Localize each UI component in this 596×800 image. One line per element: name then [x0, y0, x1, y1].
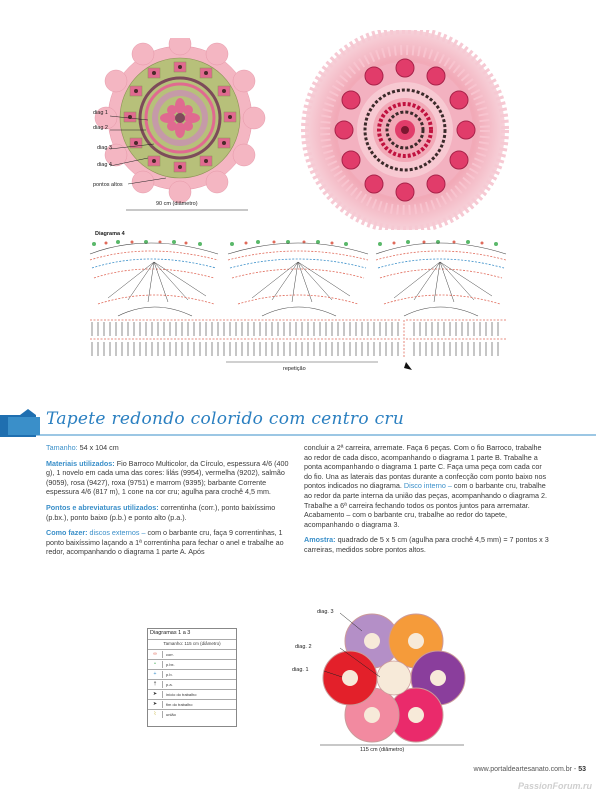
end-arrow-icon: ➤	[152, 701, 158, 707]
legend-text: corr.	[162, 651, 174, 658]
materials-text: Fio Barroco Multicolor, da Círculo, espessura 4/6 (400 g), 1 novelo em cada uma das cores: lilás (9954), vermelha (9202), salmão (9059), rosa (9427), roxa (9751) e marrom (9395); barbante Corrente espessura 4/6 (817 m), 1 cone na cor cru; agulha para crochê 4,5 mm.	[46, 458, 289, 497]
col2-sub: Disco interno –	[403, 481, 452, 491]
legend-text: p.a.	[162, 681, 173, 688]
diag1-label: diag 1	[93, 110, 108, 116]
slip-stitch-icon: •	[154, 661, 156, 667]
points-text: correntinha (corr.), ponto baixíssimo (p.bx.), ponto baixo (p.b.) e ponto alto (p.a.).	[46, 502, 276, 522]
rug-photo	[298, 30, 512, 230]
legend-text: início do trabalho	[162, 691, 196, 698]
diag2-label: diag 2	[93, 125, 108, 131]
legend-row	[148, 709, 236, 719]
how-text: com o barbante cru, faça 9 correntinhas, 1 ponto baixíssimo laçando a 1ª correntinha para fechar o anel e trabalhe ao redor, acompanhando o diagrama 1 parte A. Após	[46, 528, 284, 557]
col2-text2: com o barbante cru, trabalhe ao redor da parte interna da união das peças, acompanhando o diagrama 2. Trabalhe a 6ª carreira fechando todos os pontos juntos para arrematar. Acabamento – com o barbante cru, trabalhe ao redor do tapete, acompanhando o diagrama 3.	[304, 481, 547, 529]
left-column	[46, 443, 291, 563]
legend-text: fim do trabalho	[162, 701, 192, 708]
materials-label: Materiais utilizados:	[46, 458, 115, 468]
watermark: PassionForum.ru	[517, 781, 592, 791]
legend-row	[148, 689, 236, 699]
points-label: Pontos e abreviaturas utilizados:	[46, 502, 159, 512]
diagram4-stitch-chart	[88, 238, 508, 378]
start-arrow-icon: ➤	[152, 691, 158, 697]
flower-diag2-label: diag. 2	[295, 644, 312, 650]
legend-row	[148, 659, 236, 669]
diag3-label: diag 3	[97, 145, 112, 151]
legend-box	[147, 628, 237, 727]
legend-row	[148, 679, 236, 689]
flower-diag1-label: diag. 1	[292, 667, 309, 673]
legend-row	[148, 669, 236, 679]
col2-text1: concluir a 2ª carreira, arremate. Faça 6 peças. Com o fio Barroco, trabalhe ao redor de cada disco, acompanhando o diagrama 1 parte B. Trabalhe a ponta acompanhando o diagrama 1 parte C. Faça uma peça com cada cor do fio. Una as laterais das pontas durante a confecção com ponto baixo nos pontos indicados no diagrama.	[304, 443, 547, 491]
sample-text: quadrado de 5 x 5 cm (agulha para crochê 4,5 mm) = 7 pontos x 3 carreiras, medidos sobre pontos altos.	[304, 535, 549, 554]
size-value: 54 x 104 cm	[79, 443, 119, 452]
legend-size: Tamanho: 115 cm (diâmetro)	[148, 639, 236, 648]
flower-diag3-label: diag. 3	[317, 609, 334, 615]
how-sub: discos externos –	[89, 528, 146, 538]
legend-title: Diagramas 1 a 3	[150, 630, 191, 636]
pontos-altos-label: pontos altos	[93, 182, 123, 188]
legend-text: p.b.	[162, 671, 173, 678]
how-label: Como fazer:	[46, 528, 88, 538]
legend-text: p.bx.	[162, 661, 175, 668]
page-number: 53	[578, 766, 586, 773]
footer-url: www.portaldeartesanato.com.br	[473, 766, 572, 773]
repeat-label: repetição	[283, 366, 306, 372]
join-icon: ⌇	[153, 711, 157, 717]
legend-row	[148, 699, 236, 709]
sample-label: Amostra:	[304, 535, 336, 545]
double-crochet-icon: †	[153, 681, 157, 687]
rug-diameter-label: 90 cm (diâmetro)	[156, 201, 198, 207]
size-label: Tamanho:	[46, 443, 78, 452]
right-column	[304, 443, 550, 561]
legend-text: união	[162, 711, 176, 718]
diagram4-title: Diagrama 4	[95, 231, 125, 237]
flower-diameter-label: 115 cm (diâmetro)	[360, 747, 405, 753]
chain-icon: ∞	[153, 651, 157, 657]
flower-rug-diagram	[300, 605, 480, 755]
legend-row	[148, 649, 236, 659]
round-rug-diagram	[88, 38, 278, 218]
footer: www.portaldeartesanato.com.br - 53	[473, 766, 586, 773]
diag4-label: diag 4	[97, 162, 112, 168]
article-title: Tapete redondo colorido com centro cru	[46, 409, 405, 429]
single-crochet-icon: +	[153, 671, 157, 677]
